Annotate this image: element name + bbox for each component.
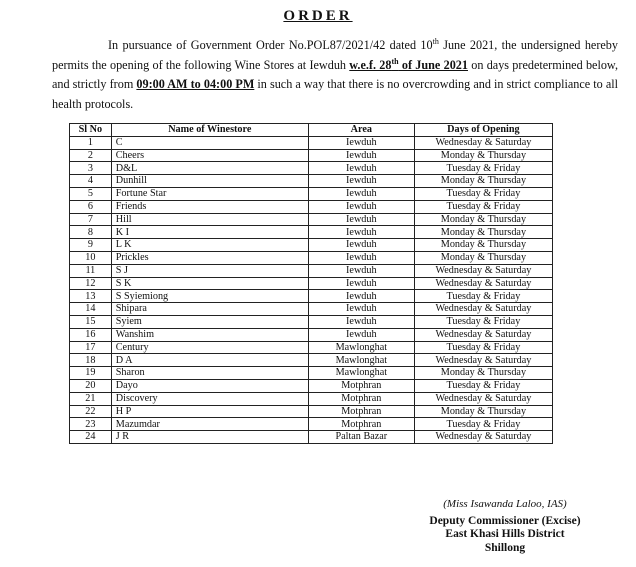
cell-area: Iewduh bbox=[308, 264, 414, 277]
cell-store-name: Fortune Star bbox=[111, 187, 308, 200]
cell-days: Tuesday & Friday bbox=[414, 379, 552, 392]
cell-sl-no: 7 bbox=[70, 213, 112, 226]
cell-store-name: Century bbox=[111, 341, 308, 354]
cell-days: Wednesday & Saturday bbox=[414, 392, 552, 405]
cell-days: Wednesday & Saturday bbox=[414, 354, 552, 367]
header-name: Name of Winestore bbox=[111, 124, 308, 137]
cell-store-name: Syiem bbox=[111, 315, 308, 328]
cell-store-name: D A bbox=[111, 354, 308, 367]
table-row bbox=[70, 328, 553, 341]
para-sup-1: th bbox=[432, 36, 439, 46]
cell-area: Iewduh bbox=[308, 328, 414, 341]
table-row bbox=[70, 303, 553, 316]
table-row bbox=[70, 251, 553, 264]
table-row bbox=[70, 405, 553, 418]
cell-store-name: L K bbox=[111, 239, 308, 252]
table-row bbox=[70, 379, 553, 392]
cell-store-name: J R bbox=[111, 431, 308, 444]
cell-sl-no: 13 bbox=[70, 290, 112, 303]
cell-store-name: K I bbox=[111, 226, 308, 239]
cell-days: Wednesday & Saturday bbox=[414, 303, 552, 316]
cell-area: Iewduh bbox=[308, 149, 414, 162]
cell-days: Monday & Thursday bbox=[414, 226, 552, 239]
cell-area: Mawlonghat bbox=[308, 341, 414, 354]
header-area: Area bbox=[308, 124, 414, 137]
cell-sl-no: 16 bbox=[70, 328, 112, 341]
cell-days: Tuesday & Friday bbox=[414, 341, 552, 354]
cell-store-name: Prickles bbox=[111, 251, 308, 264]
cell-area: Motphran bbox=[308, 405, 414, 418]
header-sl-no: Sl No bbox=[70, 124, 112, 137]
opening-hours: 09:00 AM to 04:00 PM bbox=[136, 77, 255, 91]
cell-store-name: Dunhill bbox=[111, 175, 308, 188]
wef-date bbox=[349, 58, 468, 72]
table-row bbox=[70, 175, 553, 188]
table-row bbox=[70, 162, 553, 175]
cell-days: Wednesday & Saturday bbox=[414, 264, 552, 277]
cell-sl-no: 17 bbox=[70, 341, 112, 354]
cell-sl-no: 24 bbox=[70, 431, 112, 444]
cell-days: Tuesday & Friday bbox=[414, 315, 552, 328]
table-row bbox=[70, 354, 553, 367]
cell-days: Tuesday & Friday bbox=[414, 162, 552, 175]
wef-text: w.e.f. 28 bbox=[349, 57, 392, 72]
cell-sl-no: 5 bbox=[70, 187, 112, 200]
wef-sup: th bbox=[391, 56, 399, 66]
cell-area: Paltan Bazar bbox=[308, 431, 414, 444]
cell-area: Iewduh bbox=[308, 162, 414, 175]
header-days: Days of Opening bbox=[414, 124, 552, 137]
cell-area: Iewduh bbox=[308, 200, 414, 213]
table-row bbox=[70, 341, 553, 354]
table-row bbox=[70, 277, 553, 290]
cell-sl-no: 18 bbox=[70, 354, 112, 367]
cell-area: Mawlonghat bbox=[308, 367, 414, 380]
cell-store-name: S K bbox=[111, 277, 308, 290]
cell-store-name: Wanshim bbox=[111, 328, 308, 341]
table-row bbox=[70, 187, 553, 200]
cell-sl-no: 15 bbox=[70, 315, 112, 328]
table-row bbox=[70, 392, 553, 405]
cell-days: Tuesday & Friday bbox=[414, 290, 552, 303]
table-header-row bbox=[70, 124, 553, 137]
cell-area: Iewduh bbox=[308, 290, 414, 303]
cell-store-name: Hill bbox=[111, 213, 308, 226]
cell-days: Monday & Thursday bbox=[414, 213, 552, 226]
cell-days: Wednesday & Saturday bbox=[414, 136, 552, 149]
cell-days: Monday & Thursday bbox=[414, 149, 552, 162]
cell-sl-no: 6 bbox=[70, 200, 112, 213]
cell-store-name: H P bbox=[111, 405, 308, 418]
para-text-4: in such a way that there is no overcrowding and in strict compliance to all health protocols. bbox=[52, 77, 618, 111]
para-text-2: June 2021, the undersigned hereby permits the opening of the following Wine Stores at Iewduh bbox=[52, 38, 618, 72]
para-text-3: on days predetermined below, and strictly from bbox=[52, 57, 618, 91]
table-row bbox=[70, 136, 553, 149]
document-title: ORDER bbox=[283, 8, 353, 24]
cell-sl-no: 23 bbox=[70, 418, 112, 431]
cell-store-name: Discovery bbox=[111, 392, 308, 405]
wef-end: of June 2021 bbox=[398, 57, 468, 72]
cell-area: Iewduh bbox=[308, 213, 414, 226]
cell-area: Iewduh bbox=[308, 175, 414, 188]
table-row bbox=[70, 213, 553, 226]
cell-area: Iewduh bbox=[308, 315, 414, 328]
cell-days: Monday & Thursday bbox=[414, 367, 552, 380]
cell-days: Tuesday & Friday bbox=[414, 418, 552, 431]
cell-sl-no: 1 bbox=[70, 136, 112, 149]
para-text-1: In pursuance of Government Order No.POL87/2021/42 dated 10 bbox=[108, 38, 433, 52]
table-row bbox=[70, 200, 553, 213]
cell-days: Wednesday & Saturday bbox=[414, 431, 552, 444]
order-paragraph bbox=[52, 36, 618, 114]
cell-store-name: Cheers bbox=[111, 149, 308, 162]
cell-store-name: Shipara bbox=[111, 303, 308, 316]
cell-days: Monday & Thursday bbox=[414, 175, 552, 188]
table-row bbox=[70, 367, 553, 380]
cell-store-name: D&L bbox=[111, 162, 308, 175]
cell-days: Monday & Thursday bbox=[414, 251, 552, 264]
cell-sl-no: 9 bbox=[70, 239, 112, 252]
cell-area: Motphran bbox=[308, 418, 414, 431]
cell-store-name: Sharon bbox=[111, 367, 308, 380]
cell-area: Iewduh bbox=[308, 136, 414, 149]
cell-store-name: Friends bbox=[111, 200, 308, 213]
cell-days: Wednesday & Saturday bbox=[414, 277, 552, 290]
winestore-table bbox=[69, 123, 553, 444]
table-row bbox=[70, 264, 553, 277]
table-row bbox=[70, 226, 553, 239]
cell-sl-no: 20 bbox=[70, 379, 112, 392]
cell-area: Motphran bbox=[308, 392, 414, 405]
cell-store-name: S Syiemiong bbox=[111, 290, 308, 303]
cell-sl-no: 4 bbox=[70, 175, 112, 188]
cell-area: Motphran bbox=[308, 379, 414, 392]
cell-area: Iewduh bbox=[308, 239, 414, 252]
cell-sl-no: 10 bbox=[70, 251, 112, 264]
cell-days: Monday & Thursday bbox=[414, 239, 552, 252]
cell-sl-no: 21 bbox=[70, 392, 112, 405]
cell-sl-no: 3 bbox=[70, 162, 112, 175]
cell-area: Iewduh bbox=[308, 303, 414, 316]
cell-store-name: C bbox=[111, 136, 308, 149]
cell-area: Iewduh bbox=[308, 277, 414, 290]
designation: Deputy Commissioner (Excise) bbox=[429, 514, 581, 527]
table-row bbox=[70, 431, 553, 444]
cell-days: Tuesday & Friday bbox=[414, 200, 552, 213]
cell-sl-no: 2 bbox=[70, 149, 112, 162]
cell-area: Iewduh bbox=[308, 251, 414, 264]
place: Shillong bbox=[484, 541, 526, 554]
table-row bbox=[70, 239, 553, 252]
cell-days: Tuesday & Friday bbox=[414, 187, 552, 200]
signer-name: (Miss Isawanda Laloo, IAS) bbox=[443, 498, 567, 510]
table-row bbox=[70, 149, 553, 162]
cell-sl-no: 14 bbox=[70, 303, 112, 316]
cell-area: Iewduh bbox=[308, 187, 414, 200]
table-row bbox=[70, 290, 553, 303]
table-row bbox=[70, 418, 553, 431]
cell-sl-no: 11 bbox=[70, 264, 112, 277]
cell-store-name: Mazumdar bbox=[111, 418, 308, 431]
cell-sl-no: 22 bbox=[70, 405, 112, 418]
office: East Khasi Hills District bbox=[445, 528, 565, 540]
cell-store-name: S J bbox=[111, 264, 308, 277]
cell-days: Wednesday & Saturday bbox=[414, 328, 552, 341]
cell-sl-no: 12 bbox=[70, 277, 112, 290]
cell-sl-no: 19 bbox=[70, 367, 112, 380]
cell-sl-no: 8 bbox=[70, 226, 112, 239]
table-row bbox=[70, 315, 553, 328]
cell-store-name: Dayo bbox=[111, 379, 308, 392]
cell-area: Mawlonghat bbox=[308, 354, 414, 367]
signature-block bbox=[400, 498, 610, 555]
cell-days: Monday & Thursday bbox=[414, 405, 552, 418]
cell-area: Iewduh bbox=[308, 226, 414, 239]
